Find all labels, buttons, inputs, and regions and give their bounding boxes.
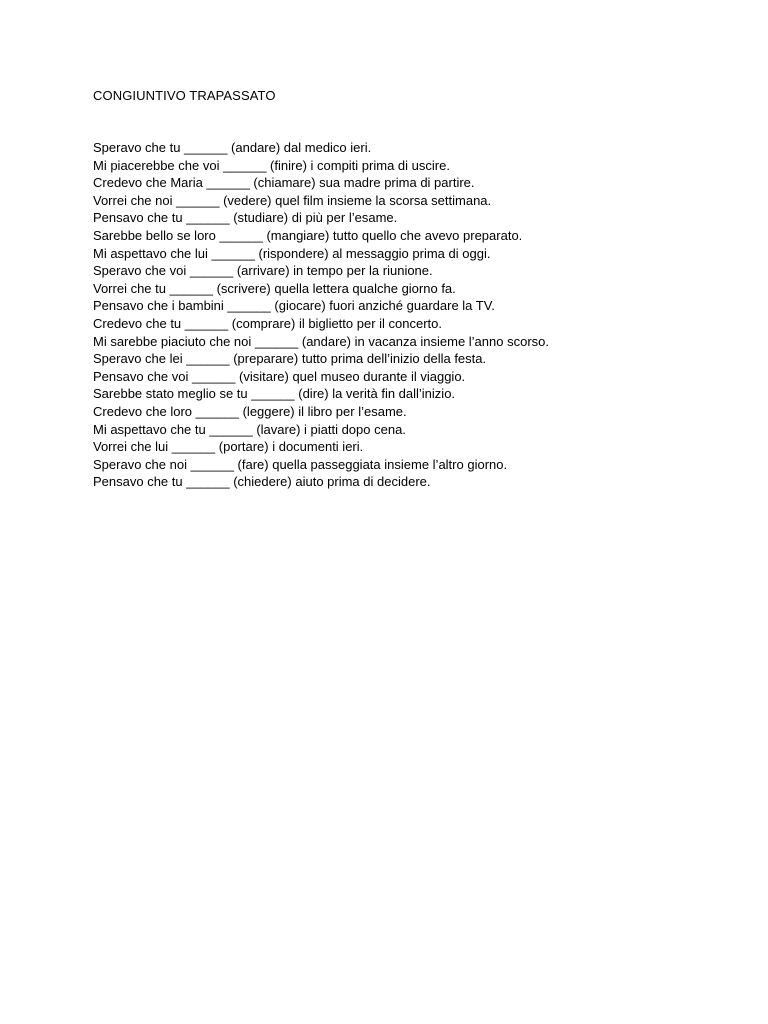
exercise-sentence: Mi sarebbe piaciuto che noi ______ (andare) in vacanza insieme l’anno scorso. [93, 333, 549, 349]
exercise-sentence: Speravo che voi ______ (arrivare) in tempo per la riunione. [93, 263, 433, 279]
exercise-sentence: Speravo che noi ______ (fare) quella passeggiata insieme l’altro giorno. [93, 456, 508, 472]
exercise-sentence: Pensavo che voi ______ (visitare) quel museo durante il viaggio. [93, 368, 466, 384]
exercise-sentence: Pensavo che tu ______ (studiare) di più per l’esame. [93, 210, 398, 226]
exercise-sentence: Speravo che tu ______ (andare) dal medico ieri. [93, 140, 372, 155]
exercise-sentence: Vorrei che lui ______ (portare) i documenti ieri. [93, 439, 364, 455]
exercise-sentence: Credevo che tu ______ (comprare) il biglietto per il concerto. [93, 315, 443, 331]
exercise-sentence: Credevo che Maria ______ (chiamare) sua madre prima di partire. [93, 175, 475, 191]
document-title: CONGIUNTIVO TRAPASSATO [93, 88, 276, 103]
exercise-sentence: Mi piacerebbe che voi ______ (finire) i compiti prima di uscire. [93, 157, 450, 173]
exercise-sentence: Sarebbe bello se loro ______ (mangiare) tutto quello che avevo preparato. [93, 227, 523, 243]
exercise-sentence: Pensavo che tu ______ (chiedere) aiuto prima di decidere. [93, 474, 431, 490]
exercise-sentence: Speravo che lei ______ (preparare) tutto prima dell’inizio della festa. [93, 351, 487, 367]
exercise-sentence: Vorrei che noi ______ (vedere) quel film insieme la scorsa settimana. [93, 192, 492, 208]
exercise-sentence: Pensavo che i bambini ______ (giocare) fuori anziché guardare la TV. [93, 298, 495, 314]
exercise-sentence-list [93, 139, 549, 491]
exercise-sentence: Mi aspettavo che lui ______ (rispondere) al messaggio prima di oggi. [93, 245, 491, 261]
exercise-sentence: Mi aspettavo che tu ______ (lavare) i piatti dopo cena. [93, 421, 406, 437]
exercise-sentence: Sarebbe stato meglio se tu ______ (dire) la verità fin dall’inizio. [93, 386, 456, 402]
exercise-sentence: Credevo che loro ______ (leggere) il libro per l’esame. [93, 403, 407, 419]
exercise-sentence: Vorrei che tu ______ (scrivere) quella lettera qualche giorno fa. [93, 280, 456, 296]
